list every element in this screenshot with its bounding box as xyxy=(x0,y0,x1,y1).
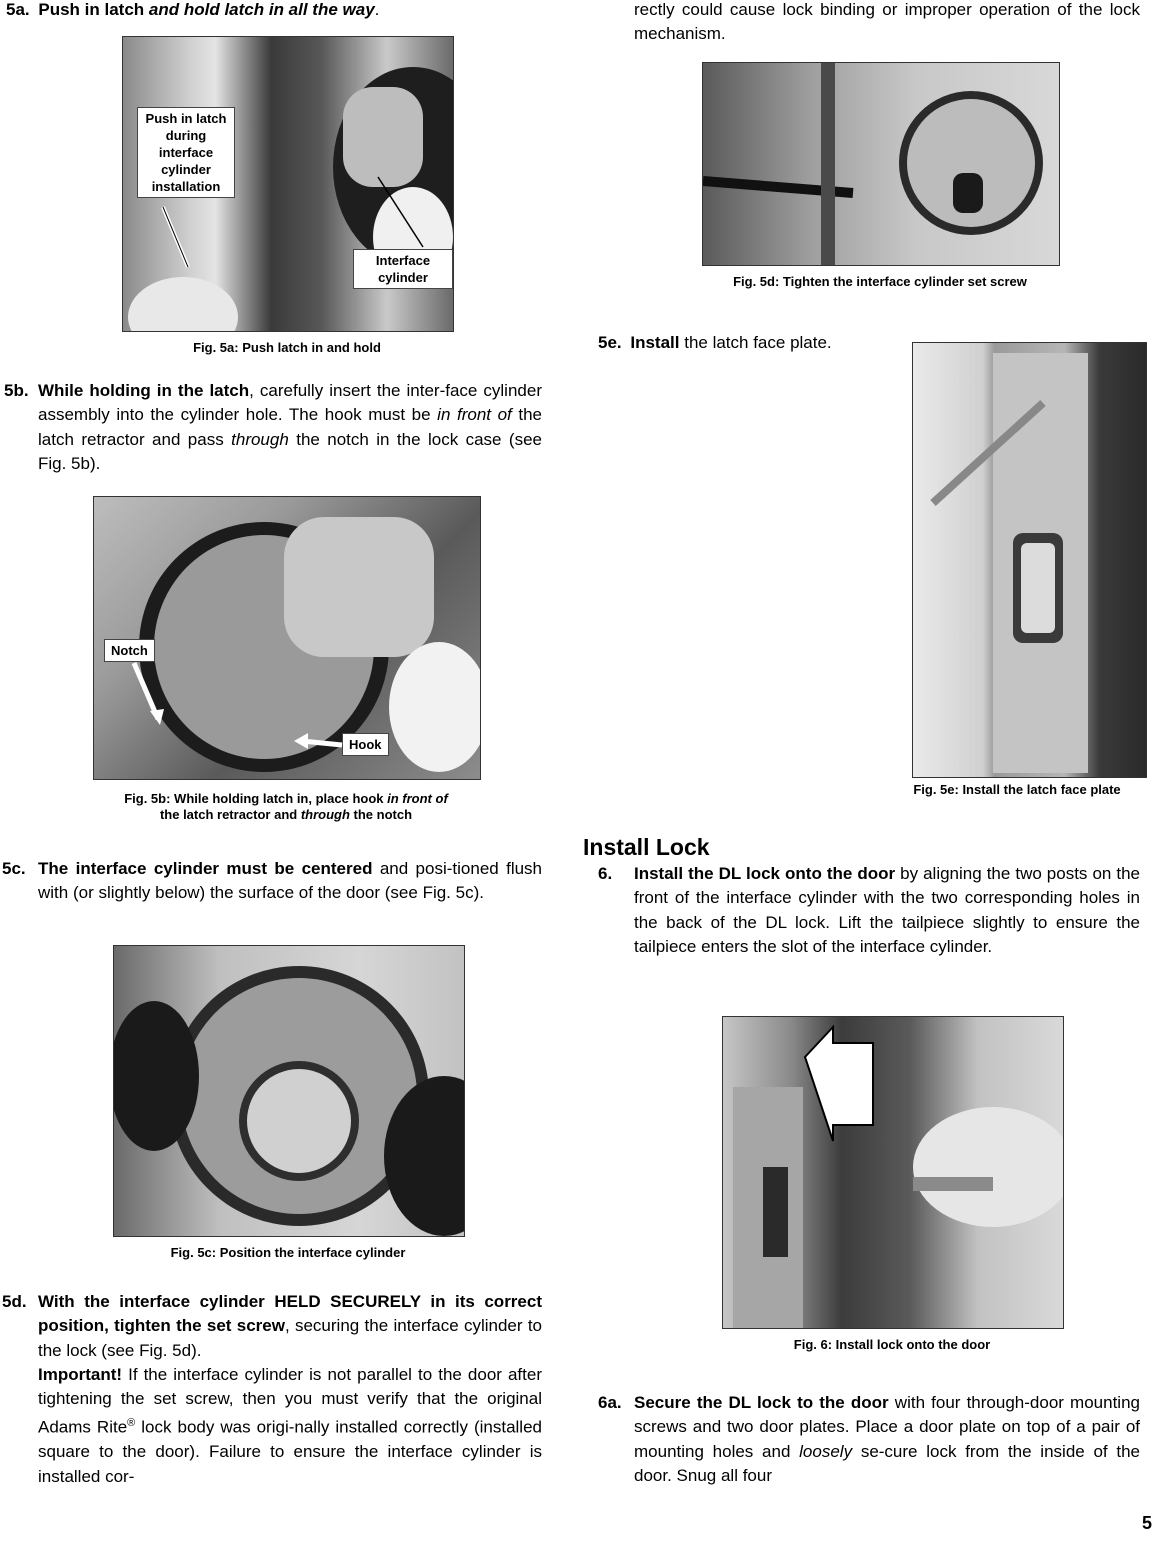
step-6a-text xyxy=(598,1391,1141,1488)
step-5d-number: 5d. xyxy=(2,1292,27,1311)
step-6a-text-2: se-cure lock from the inside of the door. Snug all four xyxy=(634,1441,1141,1485)
step-5d-registered: ® xyxy=(127,1417,136,1430)
fig-5c-caption: Fig. 5c: Position the interface cylinder xyxy=(170,1245,406,1260)
step-6-text xyxy=(598,862,1140,959)
fig-5b-arrows xyxy=(94,497,480,779)
fig-5b-callout-hook: Hook xyxy=(342,733,389,756)
fig-5b-callout-notch: Notch xyxy=(104,639,155,662)
step-5a-period: . xyxy=(374,0,380,19)
step-5c-bold: The interface cylinder must be centered xyxy=(38,859,373,878)
page-number: 5 xyxy=(1141,1513,1152,1533)
step-6-number: 6. xyxy=(598,864,613,883)
step-5d-text-2: If the interface cylinder is not parallel to the door after tightening the set screw, then you must verify that the original Adams Rite xyxy=(38,1364,542,1438)
fig-6-art xyxy=(723,1017,1063,1328)
step-5d-bold: With the interface cylinder HELD SECURELY in its correct position, tighten the set screw xyxy=(38,1292,542,1336)
fig-5c-art xyxy=(114,946,464,1236)
fig-5b-caption-a-italic: in front of xyxy=(387,791,448,806)
fig-5a-photo xyxy=(122,36,454,332)
fig-6-caption: Fig. 6: Install lock onto the door xyxy=(793,1337,991,1352)
step-6-text-1: by aligning the two posts on the front of the interface cylinder with the two corresponding holes in the back of the DL lock. Lift the tailpiece slightly to ensure the tailpiece enters the slot of the interface cylinder. xyxy=(634,864,1140,956)
fig-5d-photo xyxy=(702,62,1060,266)
fig-5d-caption: Fig. 5d: Tighten the interface cylinder set screw xyxy=(733,274,1027,289)
step-5c-number: 5c. xyxy=(2,859,26,878)
fig-5a-caption: Fig. 5a: Push latch in and hold xyxy=(193,340,381,355)
fig-5c-photo xyxy=(113,945,465,1237)
fig-5d-art xyxy=(703,63,1059,265)
fig-5b-caption xyxy=(80,791,492,823)
fig-5b-photo xyxy=(93,496,481,780)
install-lock-title: Install Lock xyxy=(583,834,710,860)
fig-5a-arrows xyxy=(123,37,453,331)
step-5b-italic-1: in front of xyxy=(437,405,512,425)
step-5a-head-italic: and hold latch in all the way xyxy=(148,0,375,19)
step-6a-italic: loosely xyxy=(799,1441,853,1461)
step-6a-text-1: with four through-door mounting screws and two door plates. Place a door plate on top of a pair of mounting holes and xyxy=(634,1393,1140,1461)
fig-5a-callout-cylinder: Interface cylinder xyxy=(353,249,453,289)
step-5c-text-1: and posi-tioned flush with (or slightly below) the surface of the door (see Fig. 5c). xyxy=(38,859,543,903)
step-5e-text xyxy=(598,331,832,355)
step-5b-text-2: the latch retractor and pass xyxy=(38,405,542,449)
step-5b-text-1: , carefully insert the inter-face cylinder assembly into the cylinder hole. The hook must be xyxy=(38,381,542,425)
fig-5b-caption-c: the notch xyxy=(349,807,413,822)
step-6-bold: Install the DL lock onto the door xyxy=(634,864,896,883)
step-5e-number: 5e. xyxy=(598,333,622,352)
fig-5b-caption-b: the latch retractor and xyxy=(159,807,301,822)
fig-5a-callout-push: Push in latch during interface cylinder installation xyxy=(137,107,235,198)
step-5b-number: 5b. xyxy=(4,381,29,400)
step-5e-text-1: the latch face plate. xyxy=(679,333,832,352)
fig-5b-caption-b-italic: through xyxy=(300,807,350,822)
step-5d-text xyxy=(2,1290,543,1489)
step-5b-text-3: the notch in the lock case (see Fig. 5b). xyxy=(38,429,543,473)
step-5d-continued: rectly could cause lock binding or improper operation of the lock mechanism. xyxy=(634,0,1140,44)
fig-5e-photo xyxy=(912,342,1147,778)
fig-5e-art xyxy=(913,343,1146,777)
step-5d-text-3: lock body was origi-nally installed correctly (installed square to the door). Failure to ensure the interface cylinder is installed cor- xyxy=(38,1418,542,1486)
step-5d-important: Important! xyxy=(38,1364,123,1384)
step-6a-number: 6a. xyxy=(598,1393,622,1412)
fig-5e-caption: Fig. 5e: Install the latch face plate xyxy=(913,782,1121,797)
step-5a-head: Push in latch xyxy=(38,0,145,19)
fig-5b-caption-a: Fig. 5b: While holding latch in, place hook xyxy=(124,791,388,806)
step-5d-text-1: , securing the interface cylinder to the lock (see Fig. 5d). xyxy=(38,1316,543,1360)
step-5b-text xyxy=(4,379,543,476)
step-5e-bold: Install xyxy=(630,333,680,352)
step-5b-italic-2: through xyxy=(231,429,289,449)
step-6a-bold: Secure the DL lock to the door xyxy=(634,1393,889,1412)
step-5b-bold: While holding in the latch xyxy=(38,381,250,400)
step-5a-heading xyxy=(6,0,379,20)
step-5a-number: 5a. xyxy=(6,0,30,19)
fig-6-photo xyxy=(722,1016,1064,1329)
step-5c-text xyxy=(2,857,543,906)
